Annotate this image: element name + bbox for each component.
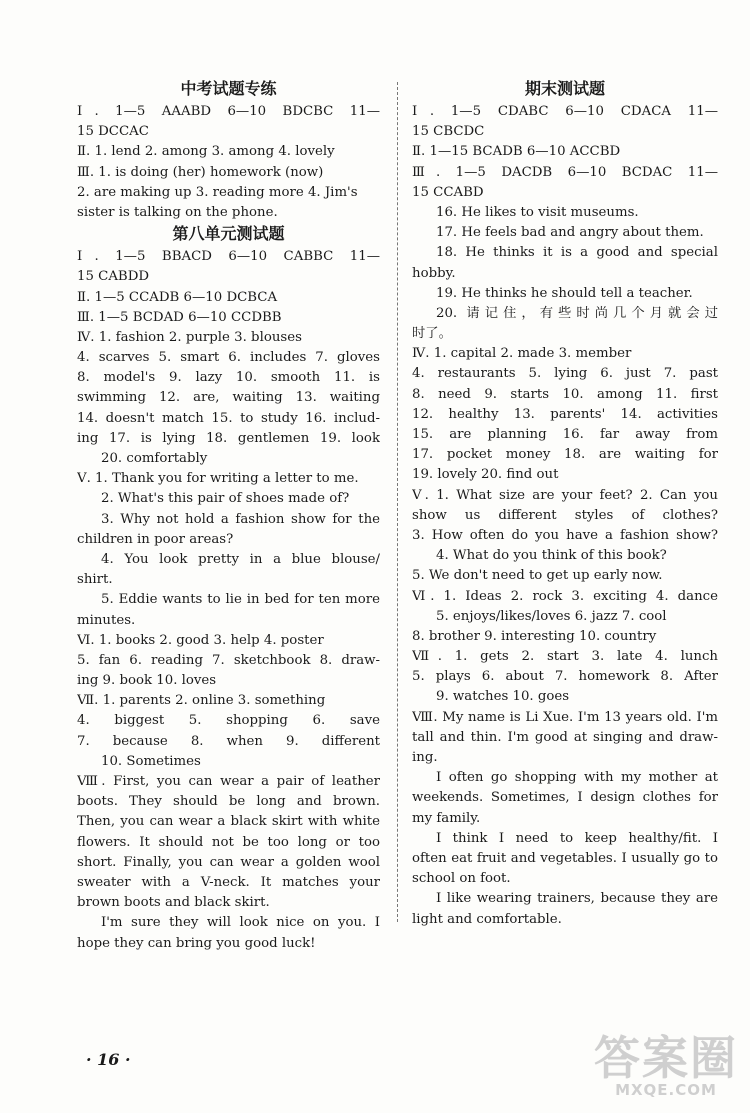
answer-line: Ⅴ. 1. Thank you for writing a letter to me. xyxy=(77,471,359,487)
answer-line: 3. Why not hold a fashion show for the xyxy=(101,511,380,527)
right-column xyxy=(412,78,718,930)
answer-line: sister is talking on the phone. xyxy=(77,204,278,220)
answer-line: 20. 请记住，有些时尚几个月就会过 xyxy=(436,305,718,321)
answer-line: Ⅱ. 1. lend 2. among 3. among 4. lovely xyxy=(77,144,335,160)
answer-line: 15 CABDD xyxy=(77,269,150,285)
answer-line: boots. They should be long and brown. xyxy=(77,794,380,810)
answer-line: Ⅲ. 1. is doing (her) homework (now) xyxy=(77,164,324,180)
answer-line: Ⅴ. 1. What size are your feet? 2. Can you xyxy=(412,487,718,503)
left-column xyxy=(77,78,380,954)
answer-line: Then, you can wear a black skirt with white xyxy=(77,814,380,830)
answer-line: 3. How often do you have a fashion show? xyxy=(412,527,718,543)
answer-line: 4. restaurants 5. lying 6. just 7. past xyxy=(412,366,718,382)
answer-line: ing. xyxy=(412,750,438,765)
answer-line: Ⅶ. 1. parents 2. online 3. something xyxy=(77,693,326,709)
answer-line: 5. Eddie wants to lie in bed for ten more xyxy=(101,592,380,608)
answer-line: 8. brother 9. interesting 10. country xyxy=(412,628,657,644)
answer-line: 14. doesn't match 15. to study 16. includ- xyxy=(77,410,380,426)
answer-line: 15. are planning 16. far away from xyxy=(412,427,718,442)
answer-line: 4. You look pretty in a blue blouse/ xyxy=(101,551,380,567)
answer-line: light and comfortable. xyxy=(412,911,562,927)
answer-line: 9. watches 10. goes xyxy=(436,689,570,705)
answer-line: show us different styles of clothes? xyxy=(412,507,718,523)
answer-line: 20. comfortably xyxy=(101,451,208,466)
answer-line: 4. biggest 5. shopping 6. save xyxy=(77,713,380,729)
answer-line: 时了。 xyxy=(412,326,452,342)
answer-line: short. Finally, you can wear a golden wool xyxy=(77,854,380,870)
answer-line: 12. healthy 13. parents' 14. activities xyxy=(412,406,718,422)
answer-line: 15 CBCDC xyxy=(412,124,485,140)
answer-line: my family. xyxy=(412,810,481,826)
answer-line: 5. fan 6. reading 7. sketchbook 8. draw- xyxy=(77,652,380,668)
answer-line: I like wearing trainers, because they are xyxy=(436,891,718,907)
watermark-mark: 答案圈 xyxy=(594,1031,738,1085)
section-title: 第八单元测试题 xyxy=(172,224,285,244)
answer-line: sweater with a V-neck. It matches your xyxy=(77,874,380,890)
answer-line: Ⅲ. 1—5 DACDB 6—10 BCDAC 11— xyxy=(412,164,718,180)
answer-line: school on foot. xyxy=(412,871,511,887)
answer-line: 8. model's 9. lazy 10. smooth 11. is xyxy=(77,370,380,386)
answer-line: 17. He feels bad and angry about them. xyxy=(436,225,704,241)
answer-line: 16. He likes to visit museums. xyxy=(436,204,639,220)
answer-line: I often go shopping with my mother at xyxy=(436,770,718,786)
answer-line: 15 CCABD xyxy=(412,184,484,200)
answer-line: Ⅰ. 1—5 CDABC 6—10 CDACA 11— xyxy=(412,104,718,119)
answer-line: often eat fruit and vegetables. I usually go to xyxy=(412,850,718,866)
section-title: 期末测试题 xyxy=(524,79,605,98)
watermark-site: MXQE.COM xyxy=(615,1081,717,1099)
answer-line: 4. scarves 5. smart 6. includes 7. gloves xyxy=(77,350,380,366)
answer-line: hobby. xyxy=(412,265,456,281)
answer-line: 8. need 9. starts 10. among 11. first xyxy=(412,386,718,402)
answer-line: 15 DCCAC xyxy=(77,124,149,140)
answer-line: Ⅳ. 1. fashion 2. purple 3. blouses xyxy=(77,329,302,345)
answer-line: 10. Sometimes xyxy=(101,753,201,769)
answer-line: Ⅵ. 1. Ideas 2. rock 3. exciting 4. dance xyxy=(412,588,718,604)
answer-line: Ⅶ. 1. gets 2. start 3. late 4. lunch xyxy=(412,649,718,665)
answer-line: Ⅱ. 1—5 CCADB 6—10 DCBCA xyxy=(77,289,278,305)
answer-line: Ⅵ. 1. books 2. good 3. help 4. poster xyxy=(77,632,324,648)
answer-line: tall and thin. I'm good at singing and draw- xyxy=(412,729,718,745)
answer-line: 5. We don't need to get up early now. xyxy=(412,568,663,584)
answer-line: hope they can bring you good luck! xyxy=(77,935,316,951)
answer-line: 19. lovely 20. find out xyxy=(412,467,559,483)
answer-line: 7. because 8. when 9. different xyxy=(77,733,380,749)
answer-line: 5. enjoys/likes/loves 6. jazz 7. cool xyxy=(436,608,667,624)
answer-line: Ⅷ. My name is Li Xue. I'm 13 years old. I'm xyxy=(412,709,718,725)
answer-line: 17. pocket money 18. are waiting for xyxy=(412,447,718,463)
answer-line: I think I need to keep healthy/fit. I xyxy=(436,830,718,846)
answer-line: swimming 12. are, waiting 13. waiting xyxy=(77,390,380,406)
answer-line: Ⅷ. First, you can wear a pair of leather xyxy=(77,774,380,789)
answer-line: 4. What do you think of this book? xyxy=(436,548,667,564)
answer-line: flowers. It should not be too long or too xyxy=(77,834,380,850)
section-title: 中考试题专练 xyxy=(180,79,277,98)
answer-line: shirt. xyxy=(77,572,113,588)
watermark-logo xyxy=(594,1031,738,1099)
answer-line: brown boots and black skirt. xyxy=(77,895,270,911)
answer-line: 18. He thinks it is a good and special xyxy=(436,245,718,261)
column-divider xyxy=(397,82,398,922)
answer-line: Ⅲ. 1—5 BCDAD 6—10 CCDBB xyxy=(77,309,282,325)
answer-line: I'm sure they will look nice on you. I xyxy=(101,915,380,931)
answer-line: Ⅰ. 1—5 BBACD 6—10 CABBC 11— xyxy=(77,249,380,265)
answer-line: weekends. Sometimes, I design clothes for xyxy=(412,790,718,806)
answer-line: 2. What's this pair of shoes made of? xyxy=(101,491,350,507)
answer-line: Ⅱ. 1—15 BCADB 6—10 ACCBD xyxy=(412,144,621,160)
answer-line: Ⅳ. 1. capital 2. made 3. member xyxy=(412,346,632,362)
answer-line: 19. He thinks he should tell a teacher. xyxy=(436,285,693,301)
answer-line: 2. are making up 3. reading more 4. Jim's xyxy=(77,184,358,200)
answer-line: children in poor areas? xyxy=(77,531,234,547)
answer-line: ing 9. book 10. loves xyxy=(77,673,217,689)
page-number: · 16 · xyxy=(86,1050,131,1069)
answer-line: Ⅰ. 1—5 AAABD 6—10 BDCBC 11— xyxy=(77,104,380,119)
answer-line: 5. plays 6. about 7. homework 8. After xyxy=(412,669,718,685)
answer-line: ing 17. is lying 18. gentlemen 19. look xyxy=(77,430,380,446)
answer-line: minutes. xyxy=(77,612,136,628)
